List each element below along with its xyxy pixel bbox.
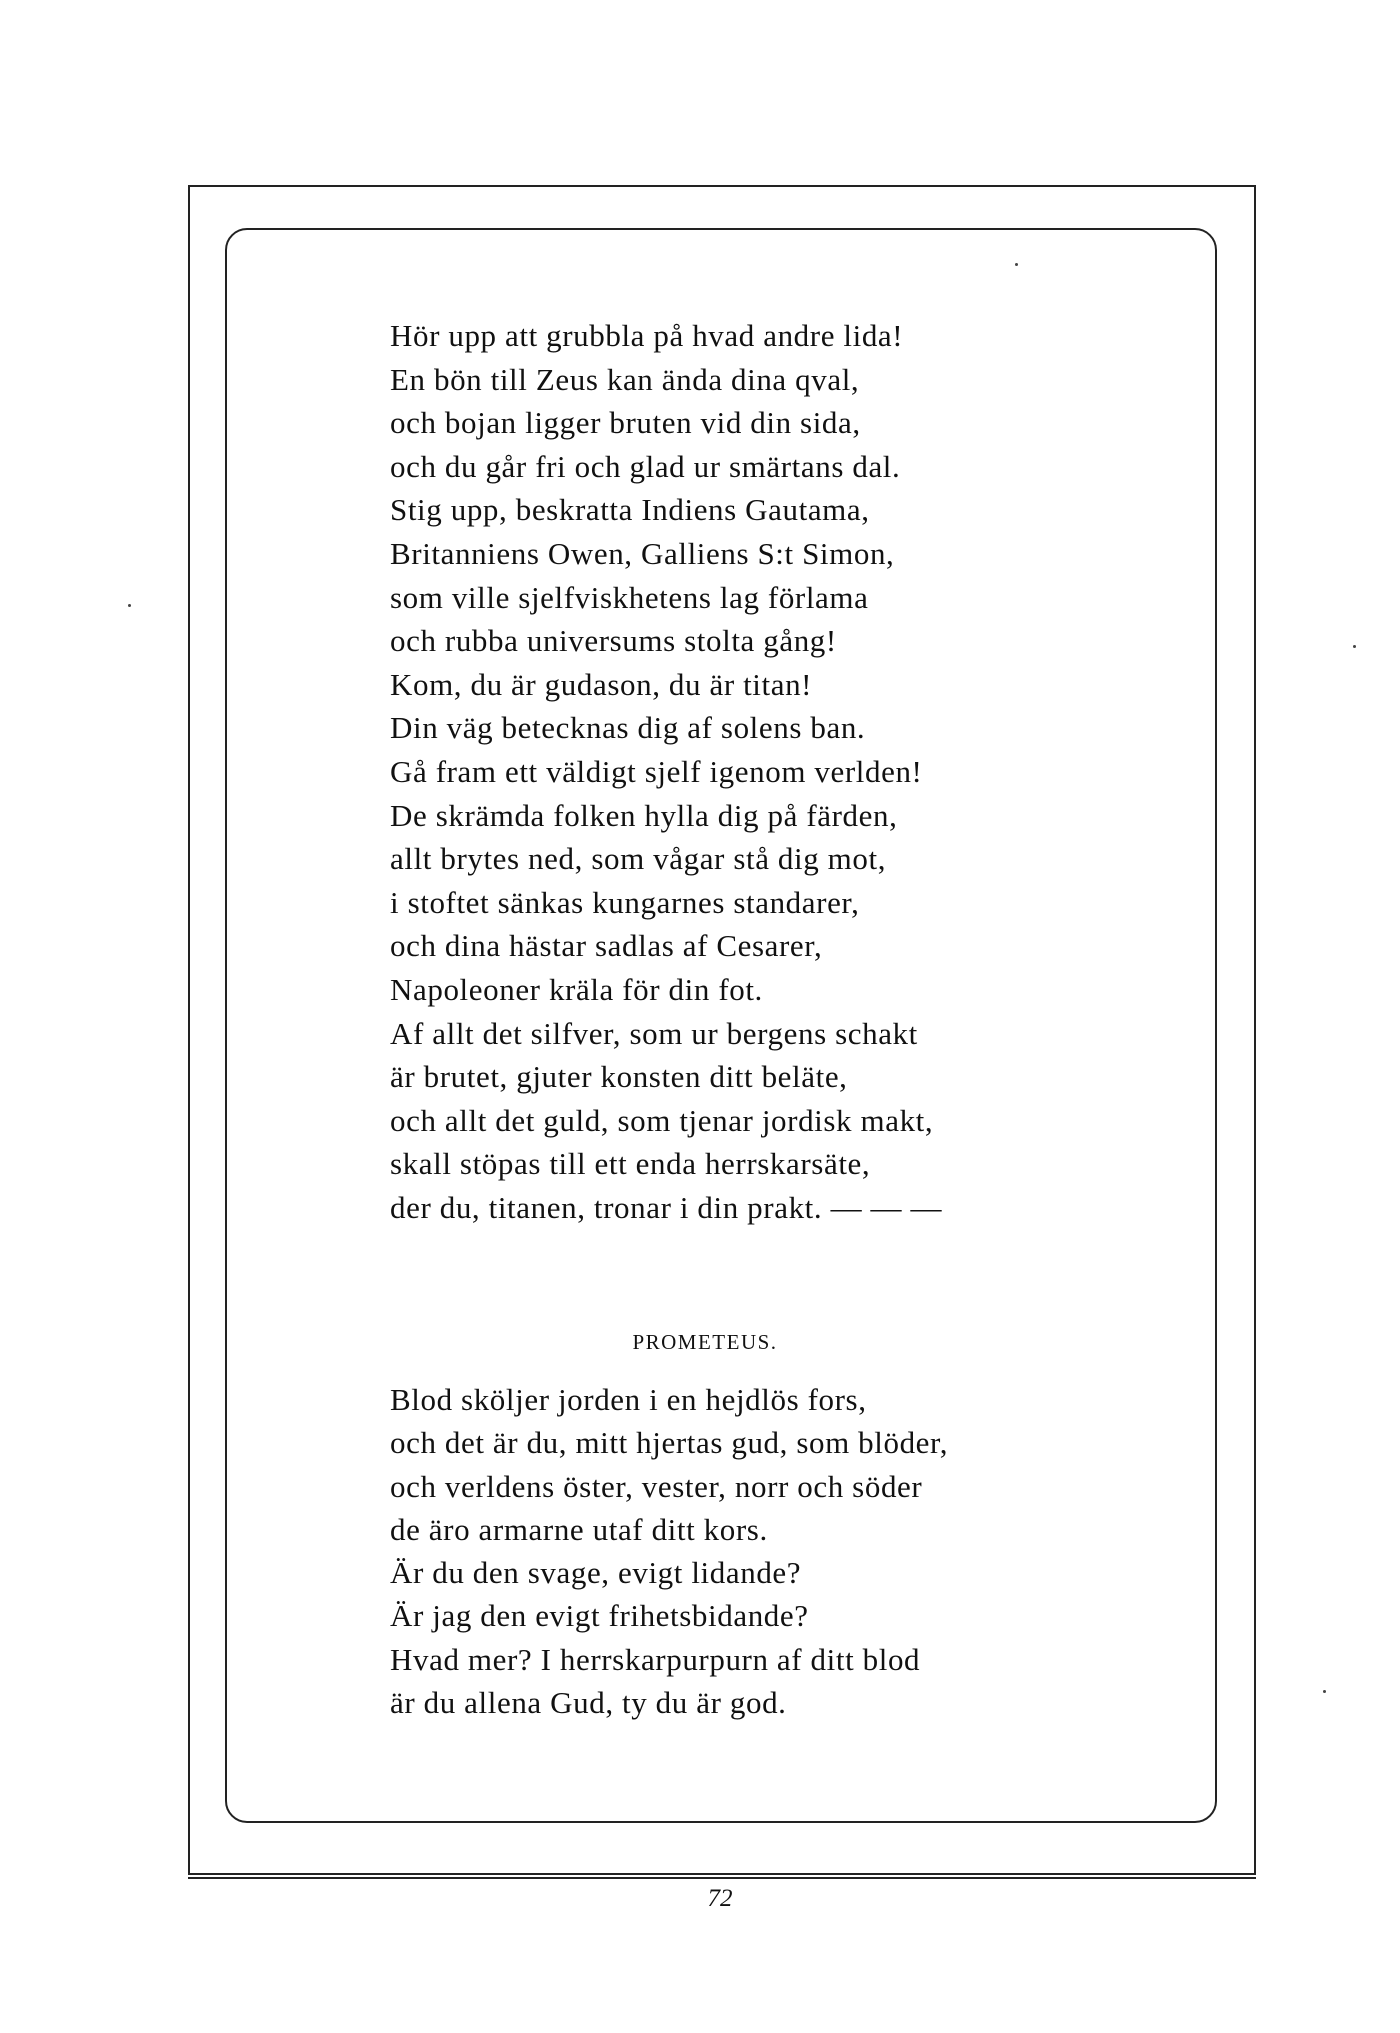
verse-line: De skrämda folken hylla dig på färden, <box>390 797 898 833</box>
stanza-1 <box>390 314 942 1229</box>
verse-line: och bojan ligger bruten vid din sida, <box>390 405 861 441</box>
verse-line: Af allt det silfver, som ur bergens schakt <box>390 1015 918 1051</box>
verse-line: Är jag den evigt frihetsbidande? <box>390 1598 809 1634</box>
verse-line: och dina hästar sadlas af Cesarer, <box>390 928 823 964</box>
speaker-heading: PROMETEUS. <box>632 1330 778 1354</box>
verse-line: och du går fri och glad ur smärtans dal. <box>390 448 901 484</box>
scan-speck <box>1353 645 1356 648</box>
page-number: 72 <box>707 1885 733 1912</box>
verse-line: Hör upp att grubbla på hvad andre lida! <box>390 318 904 353</box>
verse-line: och allt det guld, som tjenar jordisk makt, <box>390 1102 934 1138</box>
verse-line: allt brytes ned, som vågar stå dig mot, <box>390 841 887 877</box>
verse-line: Hvad mer? I herrskarpurpurn af ditt blod <box>390 1641 921 1677</box>
verse-line: Din väg betecknas dig af solens ban. <box>390 710 866 746</box>
scan-speck <box>1015 263 1018 266</box>
verse-line: Är du den svage, evigt lidande? <box>390 1555 802 1591</box>
verse-line: är brutet, gjuter konsten ditt beläte, <box>390 1059 848 1095</box>
verse-line: skall stöpas till ett enda herrskarsäte, <box>390 1146 871 1182</box>
verse-line: Gå fram ett väldigt sjelf igenom verlden! <box>390 753 923 789</box>
verse-line: Napoleoner kräla för din fot. <box>390 971 763 1007</box>
verse-line: der du, titanen, tronar i din prakt. — — — <box>390 1189 943 1225</box>
verse-line: Kom, du är gudason, du är titan! <box>390 666 813 702</box>
verse-line: Stig upp, beskratta Indiens Gautama, <box>390 492 870 528</box>
verse-line: är du allena Gud, ty du är god. <box>390 1685 787 1721</box>
verse-line: och det är du, mitt hjertas gud, som blöder, <box>390 1425 949 1461</box>
verse-line: En bön till Zeus kan ända dina qval, <box>390 361 860 397</box>
stanza-2 <box>390 1378 948 1724</box>
verse-line: som ville sjelfviskhetens lag förlama <box>390 579 869 615</box>
verse-line: i stoftet sänkas kungarnes standarer, <box>390 884 860 920</box>
verse-line: och rubba universums stolta gång! <box>390 623 837 659</box>
verse-line: Britanniens Owen, Galliens S:t Simon, <box>390 535 895 571</box>
verse-line: de äro armarne utaf ditt kors. <box>390 1511 768 1547</box>
verse-line: och verldens öster, vester, norr och söder <box>390 1468 923 1504</box>
verse-line: Blod sköljer jorden i en hejdlös fors, <box>390 1382 867 1417</box>
scan-speck <box>1323 1690 1326 1693</box>
scan-speck <box>128 604 131 607</box>
